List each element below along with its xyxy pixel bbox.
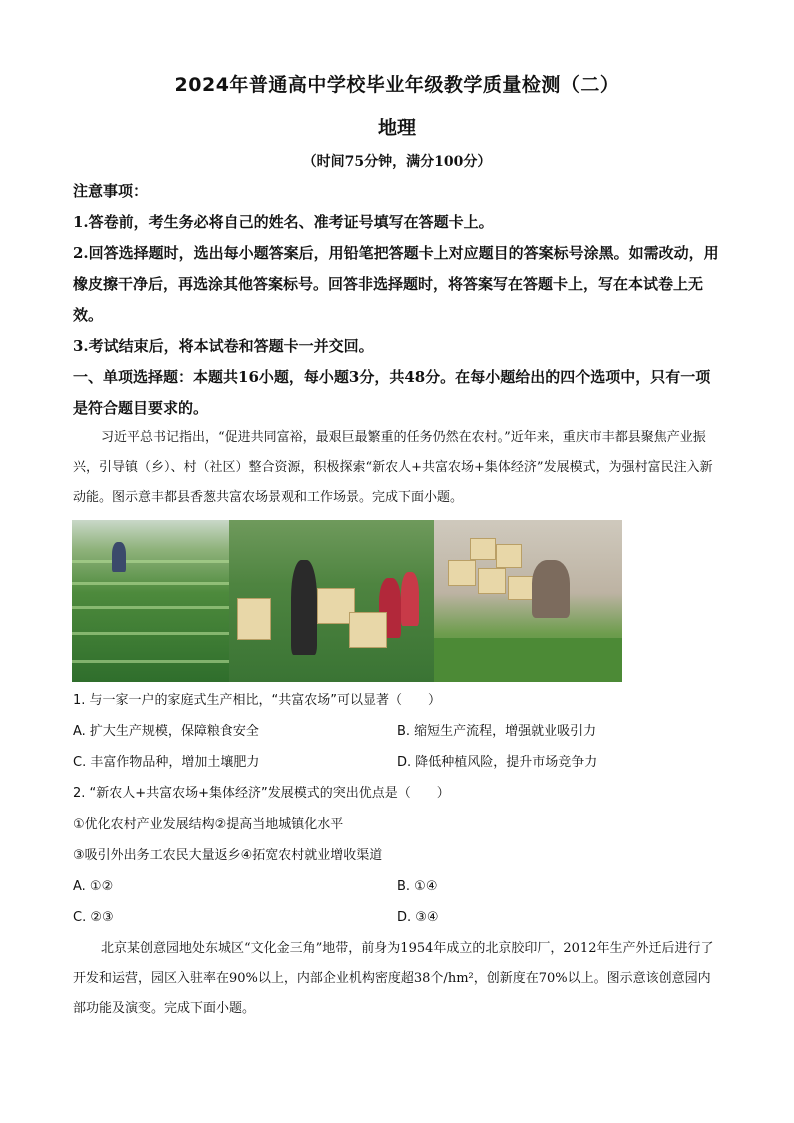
time-note: （时间75分钟，满分100分） xyxy=(302,154,492,170)
question-1-stem: 1. 与一家一户的家庭式生产相比，“共富农场”可以显著（ ） xyxy=(73,693,442,708)
question-2-stem: 2. “新农人+共富农场+集体经济”发展模式的突出优点是（ ） xyxy=(73,786,450,801)
notice-heading: 注意事项： xyxy=(73,182,149,200)
question-1-option-b: B. 缩短生产流程，增强就业吸引力 xyxy=(397,724,597,739)
farm-photos xyxy=(72,520,622,682)
packing-photo xyxy=(434,520,622,682)
notice-item-1: 1.答卷前，考生务必将自己的姓名、准考证号填写在答题卡上。 xyxy=(73,213,494,231)
passage-2: 北京某创意园地处东城区“文化金三角”地带，前身为1954年成立的北京胶印厂，2012年生产外迁后进行了开发和运营，园区入驻率在90%以上，内部企业机构密度超38个/hm²，创新度在70%以上。图示意该创意园内部功能及演变。完成下面小题。 xyxy=(73,941,714,1016)
question-1-option-a: A. 扩大生产规模，保障粮食安全 xyxy=(73,724,259,739)
section-heading: 一、单项选择题：本题共16小题，每小题3分，共48分。在每小题给出的四个选项中，只有一项是符合题目要求的。 xyxy=(73,368,711,417)
subject-title: 地理 xyxy=(377,117,416,139)
exam-title: 2024年普通高中学校毕业年级教学质量检测（二） xyxy=(174,74,620,96)
question-2-statement-2: ③吸引外出务工农民大量返乡④拓宽农村就业增收渠道 xyxy=(73,848,383,863)
question-2-option-b: B. ①④ xyxy=(397,879,438,894)
question-1-option-d: D. 降低种植风险，提升市场竞争力 xyxy=(397,755,598,770)
question-2-option-a: A. ①② xyxy=(73,879,114,894)
question-2-option-c: C. ②③ xyxy=(73,910,114,925)
question-2-option-d: D. ③④ xyxy=(397,910,439,925)
question-2-statement-1: ①优化农村产业发展结构②提高当地城镇化水平 xyxy=(73,817,344,832)
harvest-photo xyxy=(229,520,434,682)
notice-item-3: 3.考试结束后，将本试卷和答题卡一并交回。 xyxy=(73,337,374,355)
passage-1: 习近平总书记指出，“促进共同富裕，最艰巨最繁重的任务仍然在农村。”近年来，重庆市丰都县聚焦产业振兴，引导镇（乡）、村（社区）整合资源，积极探索“新农人+共富农场+集体经济”发展模式，为强村富民注入新动能。图示意丰都县香葱共富农场景观和工作场景。完成下面小题。 xyxy=(73,430,713,505)
field-photo xyxy=(72,520,229,682)
question-1-option-c: C. 丰富作物品种，增加土壤肥力 xyxy=(73,755,260,770)
notice-item-2: 2.回答选择题时，选出每小题答案后，用铅笔把答题卡上对应题目的答案标号涂黑。如需改动，用橡皮擦干净后，再选涂其他答案标号。回答非选择题时，将答案写在答题卡上，写在本试卷上无效。 xyxy=(73,244,719,324)
